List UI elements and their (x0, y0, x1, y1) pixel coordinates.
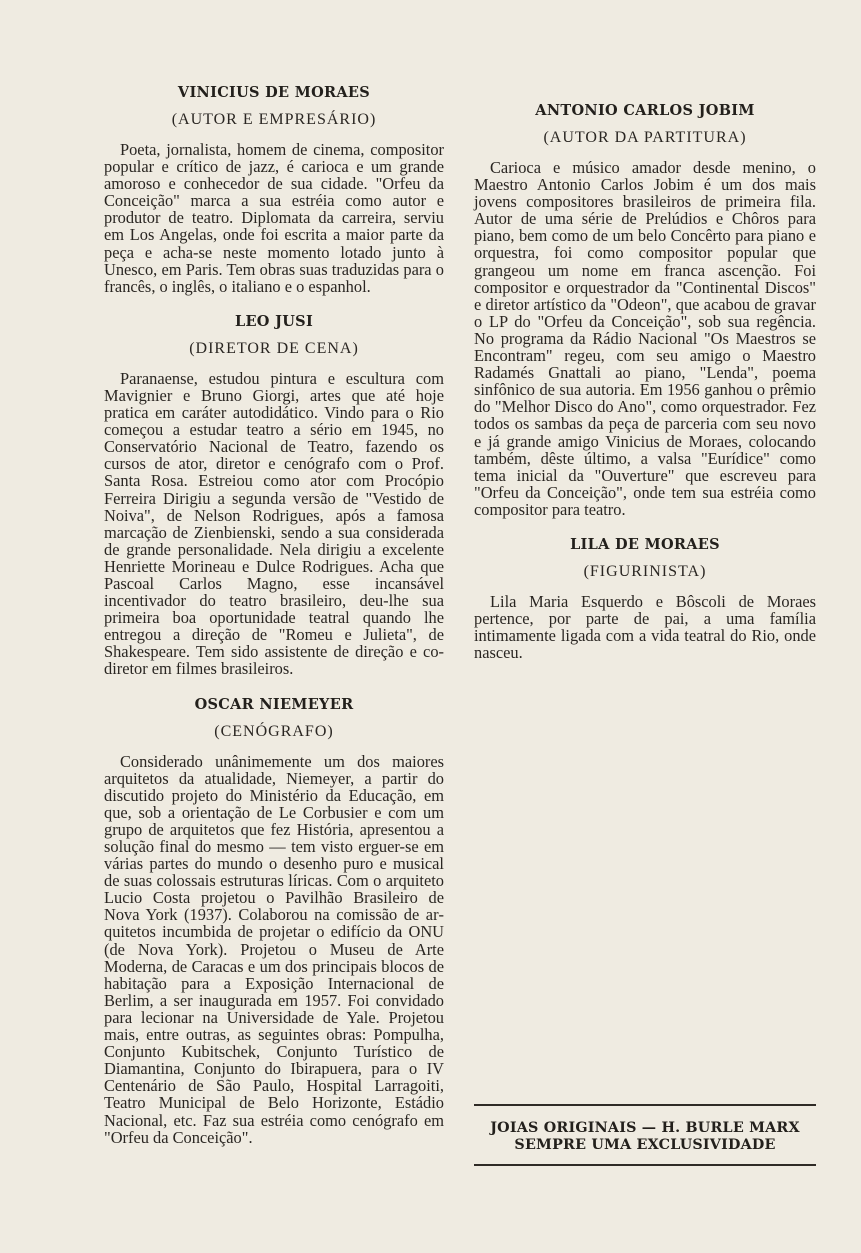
bio-role: (AUTOR E EMPRESÁRIO) (171, 111, 377, 128)
bio-name: LILA DE MORAES (570, 535, 720, 553)
bio-role: (FIGURINISTA) (583, 562, 707, 580)
advert-line-2: SEMPRE UMA EXCLUSIVIDADE (514, 1137, 776, 1153)
bio-role: (DIRETOR DE CENA) (189, 339, 359, 357)
bio-name: OSCAR NIEMEYER (194, 695, 354, 713)
bio-text: Carioca e músico amador desde menino, o Maestro Antonio Carlos Jobim é um dos mais jovens compositores brasileiros de primeira fila. Autor de uma série de Prelúdios e Chôros para piano, bem como de um belo Concêrto para piano e orquestra, foi como compositor popular que grangeou um nome em franca ascenção. Foi compositor e orquestrador da "Continental Discos" e diretor artístico da "Odeon", que acabou de gravar o LP do "Orfeu da Conceição", sob sua regência. No programa da Rádio Nacional "Os Maestros se Encontram" regeu, com seu amigo o Maestro Radamés Gnattali ao piano, "Lenda", poema sinfônico de sua autoria. Em 1956 ganhou o prêmio do "Melhor Disco do Ano", como orquestrador. Fez todos os sambas da peça de parceria com seu novo e já grande amigo Vinicius de Moraes, colocando também, dêste último, a valsa "Eurídice" como tema inicial da "Ouverture" que escreveu para "Orfeu da Conceição", onde tem sua estréia como compositor para teatro. (474, 158, 816, 519)
bio-role: (CENÓGRAFO) (214, 722, 334, 740)
bio-antonio-carlos-jobim (474, 102, 816, 518)
bio-name: VINICIUS DE MORAES (177, 84, 371, 101)
bio-name: ANTONIO CARLOS JOBIM (535, 102, 755, 119)
advert-line-1: JOIAS ORIGINAIS — H. BURLE MARX (490, 1120, 800, 1136)
bio-oscar-niemeyer (104, 696, 444, 1146)
advert-box (474, 1104, 816, 1166)
bio-lila-de-moraes (474, 536, 816, 661)
bio-text: Lila Maria Esquerdo e Bôscoli de Moraes pertence, por parte de pai, a uma família intimamente ligada com a vida teatral do Rio, onde nasceu. (474, 591, 816, 663)
bio-text: Poeta, jornalista, homem de cinema, compositor popular e crítico de jazz, é carioca e um grande amoroso e conhecedor de sua cidade. "Orfeu da Conceição" marca a sua estréia como autor e produtor de teatro. Diplomata da carreira, serviu em Los Angelas, onde foi escrita a maior parte da peça e acha-se neste momento lotado junto à Unesco, em Paris. Tem obras suas traduzidas para o francês, o inglês, o italiano e o espanhol. (104, 140, 444, 296)
bio-name: LEO JUSI (234, 312, 314, 330)
bio-vinicius-de-moraes (104, 84, 444, 295)
bio-role: (AUTOR DA PARTITURA) (543, 129, 747, 146)
left-column (104, 84, 444, 1164)
bio-text: Paranaense, estudou pintura e escultura com Mavignier e Bruno Giorgi, artes que até hoje pratica em caráter autodidático. Vindo para o Rio começou a estudar teatro a sério em 1945, no Conservatório Nacional de Teatro, fazendo os cursos de ator, diretor e cenógrafo com o Prof. Santa Rosa. Estreiou como ator com Procópio Ferreira Dirigiu a segunda versão de "Vestido de Noiva", de Nelson Rodrigues, após a famosa marcação de Zienbienski, sendo a sua considerada de grande personalidade. Nela dirigiu a excelente Henriette Morineau e Dulce Rodrigues. Acha que Pascoal Carlos Magno, esse incansável incentivador do teatro brasileiro, deu-lhe sua primeira boa oportunidade teatral quando lhe entregou a direção de "Romeu e Julieta", de Shakespeare. Tem sido assistente de direção e co-diretor em filmes brasileiros. (104, 368, 444, 679)
bio-leo-jusi (104, 313, 444, 678)
right-column (474, 84, 816, 679)
bio-text: Considerado unânimemente um dos maiores arquitetos da atualidade, Niemeyer, a partir do discutido projeto do Ministério da Educação, em que, sob a orientação de Le Corbusier e com um grupo de arquitetos que fez História, apresentou a solução final do mesmo — tem visto erguer-se em várias partes do mundo o desenho puro e musical de suas colossais estruturas líricas. Com o arquiteto Lucio Costa projetou o Pavilhão Brasileiro de Nova York (1937). Colaborou na comissão de arquitetos incumbida de projetar o edifício da ONU (de Nova York). Projetou o Museu de Arte Moderna, de Caracas e um dos principais blocos de habitação para a Exposição Internacional de Berlim, a ser inaugurada em 1957. Foi convidado para lecionar na Universidade de Yale. Projetou mais, entre outras, as seguintes obras: Pompulha, Conjunto Kubitschek, Conjunto Turístico de Diamantina, Conjunto do Ibirapuera, para o IV Centenário de São Paulo, Hospital Larragoiti, Teatro Municipal de Belo Horizonte, Estádio Nacional, etc. Faz sua estréia como cenógrafo em "Orfeu da Conceição". (104, 751, 444, 1147)
